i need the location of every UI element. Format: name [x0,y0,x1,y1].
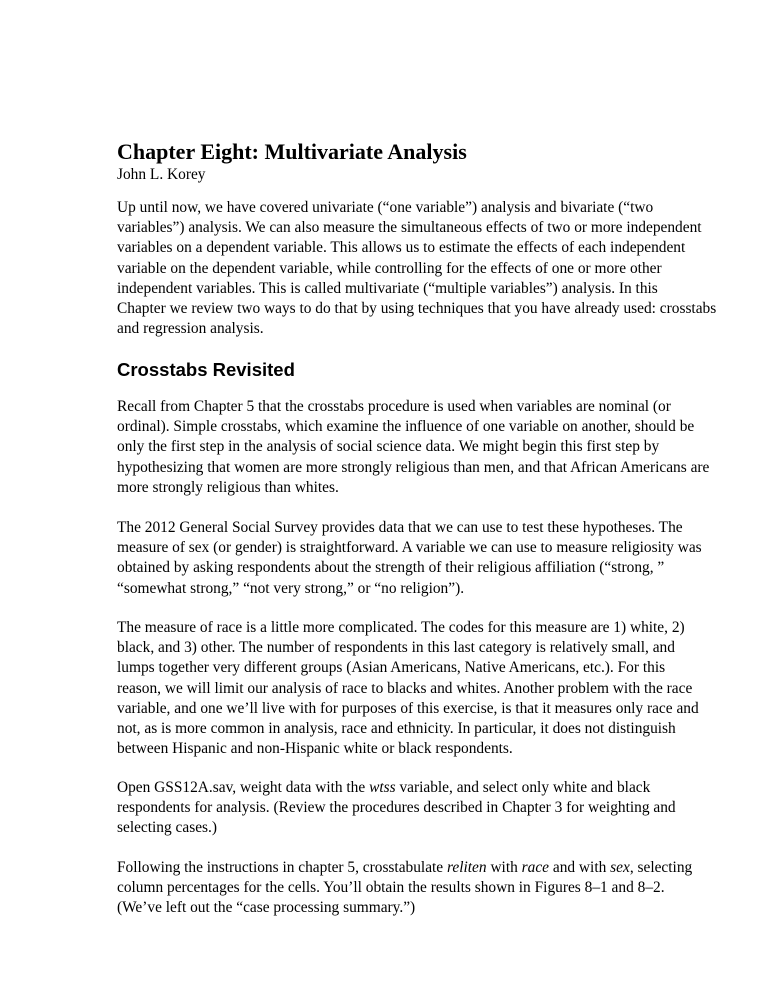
text-line: ordinal). Simple crosstabs, which examine the influence of one variable on another, should be [117,418,695,436]
text-line: The 2012 General Social Survey provides data that we can use to test these hypotheses. The [117,519,683,536]
text-line: variables”) analysis. We can also measure the simultaneous effects of two or more independent [117,219,702,237]
text-line: variable on the dependent variable, while controlling for the effects of one or more other [117,259,662,277]
text-line: hypothesizing that women are more strongly religious than men, and that African Americans are [117,458,710,476]
text-line: reason, we will limit our analysis of race to blacks and whites. Another problem with the race [117,679,693,697]
text-run: and with [549,859,611,876]
variable-name: sex [610,859,630,876]
text-line: only the first step in the analysis of social science data. We might begin this first step by [117,438,660,456]
paragraph-gss-data [117,518,702,599]
chapter-title: Chapter Eight: Multivariate Analysis [117,139,467,164]
variable-name: race [521,859,550,876]
text-line: variable, and one we’ll live with for purposes of this exercise, is that it measures only race and [117,699,699,717]
intro-paragraph [117,198,717,339]
text-line: The measure of race is a little more complicated. The codes for this measure are 1) white, 2) [117,619,685,636]
text-line: column percentages for the cells. You’ll obtain the results shown in Figures 8–1 and 8–2. [117,879,665,897]
text-run: Open GSS12A.sav, weight data with the [117,779,370,796]
section-heading: Crosstabs Revisited [117,359,295,380]
variable-name: reliten [446,859,487,876]
paragraph-crosstabulate [117,858,693,919]
text-line: Up until now, we have covered univariate (“one variable”) analysis and bivariate (“two [117,199,654,216]
text-line: lumps together very different groups (Asian Americans, Native Americans, etc.). For this [117,659,666,677]
author-name: John L. Korey [117,166,206,183]
variable-name: wtss [369,779,396,796]
text-line: more strongly religious than whites. [117,478,339,496]
text-run: , selecting [629,859,693,876]
paragraph-open-dataset [117,778,676,839]
text-line: not, as is more common in analysis, race and ethnicity. In particular, it does not distinguish [117,720,676,738]
text-line: independent variables. This is called multivariate (“multiple variables”) analysis. In this [117,279,658,297]
text-line: respondents for analysis. (Review the procedures described in Chapter 3 for weighting and [117,799,676,817]
text-line: between Hispanic and non-Hispanic white or black respondents. [117,740,513,758]
text-line: selecting cases.) [117,819,217,837]
text-line: Recall from Chapter 5 that the crosstabs procedure is used when variables are nominal (or [117,398,671,415]
text-line: Chapter we review two ways to do that by using techniques that you have already used: crosstabs [117,300,717,318]
text-line: measure of sex (or gender) is straightforward. A variable we can use to measure religiosity was [117,539,702,557]
text-line: (We’ve left out the “case processing summary.”) [117,899,416,917]
text-line: “somewhat strong,” “not very strong,” or “no religion”). [117,579,465,597]
paragraph-race-measure [117,618,699,759]
paragraph-crosstabs-recall [117,397,710,498]
text-run: variable, and select only white and black [395,779,651,796]
text-line [117,778,657,798]
text-line [117,858,693,878]
text-line: obtained by asking respondents about the strength of their religious affiliation (“strong, ” [117,559,665,577]
text-line: and regression analysis. [117,320,264,338]
text-run: with [486,859,522,876]
text-line: variables on a dependent variable. This allows us to estimate the effects of each independent [117,239,686,257]
text-line: black, and 3) other. The number of respondents in this last category is relatively small, and [117,639,675,657]
text-run: Following the instructions in chapter 5, crosstabulate [117,859,447,876]
